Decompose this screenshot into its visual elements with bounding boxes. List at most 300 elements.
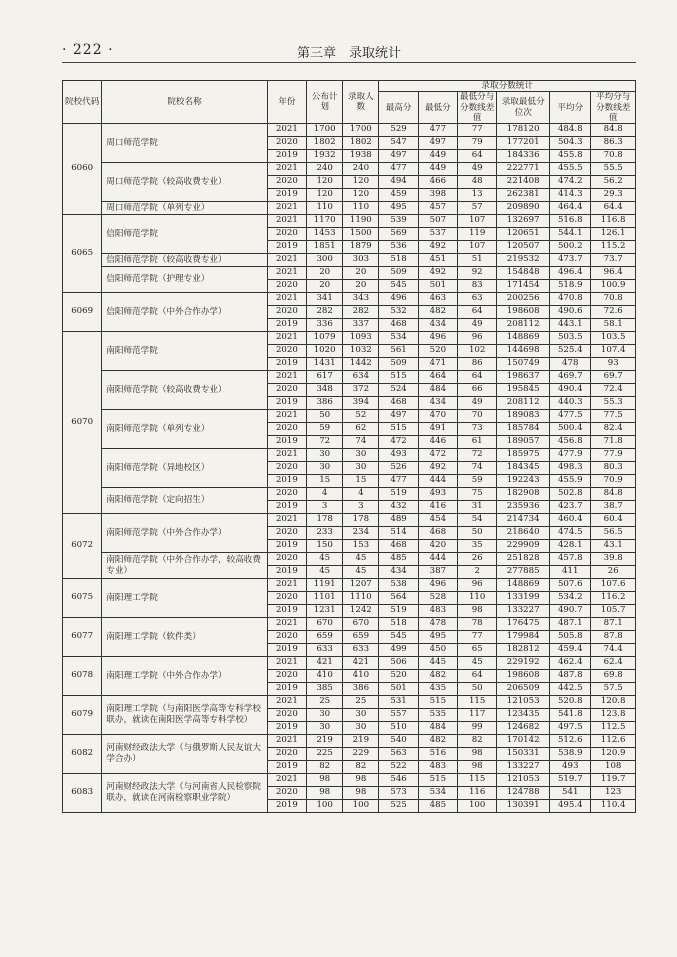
- cell-avg: 443.1: [550, 319, 591, 332]
- cell-max: 496: [379, 293, 418, 306]
- cell-plan: 30: [307, 449, 343, 462]
- cell-avg-diff: 93: [591, 358, 636, 371]
- cell-min-rank: 189057: [497, 436, 550, 449]
- cell-avg: 519.7: [550, 774, 591, 787]
- cell-avg-diff: 120.8: [591, 696, 636, 709]
- cell-enrolled: 178: [343, 514, 379, 527]
- cell-college-code: 6079: [63, 696, 102, 735]
- cell-enrolled: 1242: [343, 605, 379, 618]
- cell-year: 2019: [267, 761, 306, 774]
- cell-enrolled: 52: [343, 410, 379, 423]
- cell-plan: 45: [307, 553, 343, 566]
- table-row: [63, 735, 636, 748]
- cell-year: 2020: [267, 137, 306, 150]
- cell-enrolled: 386: [343, 683, 379, 696]
- cell-min-diff: 77: [458, 631, 497, 644]
- cell-enrolled: 30: [343, 709, 379, 722]
- cell-min: 496: [418, 332, 457, 345]
- cell-plan: 385: [307, 683, 343, 696]
- cell-college-code: 6077: [63, 618, 102, 657]
- cell-plan: 300: [307, 254, 343, 267]
- cell-min-diff: 98: [458, 761, 497, 774]
- cell-plan: 100: [307, 800, 343, 813]
- cell-college-name: 南阳师范学院（较高收费专业）: [102, 371, 267, 410]
- cell-min-rank: 184336: [497, 150, 550, 163]
- cell-min-rank: 123435: [497, 709, 550, 722]
- cell-enrolled: 3: [343, 501, 379, 514]
- cell-avg-diff: 26: [591, 566, 636, 579]
- cell-min-rank: 177201: [497, 137, 550, 150]
- col-header-avg-diff: 平均分与分数线差值: [591, 92, 636, 124]
- cell-min-rank: 121053: [497, 696, 550, 709]
- cell-min-diff: 50: [458, 527, 497, 540]
- cell-min: 492: [418, 241, 457, 254]
- cell-min-diff: 98: [458, 605, 497, 618]
- cell-min: 444: [418, 553, 457, 566]
- cell-min-rank: 120651: [497, 228, 550, 241]
- cell-max: 540: [379, 735, 418, 748]
- col-header-min-diff: 最低分与分数线差值: [458, 92, 497, 124]
- cell-avg-diff: 84.8: [591, 488, 636, 501]
- cell-avg: 455.5: [550, 163, 591, 176]
- cell-year: 2020: [267, 462, 306, 475]
- cell-min-diff: 61: [458, 436, 497, 449]
- table-row: [63, 579, 636, 592]
- cell-min-diff: 98: [458, 748, 497, 761]
- cell-avg: 459.4: [550, 644, 591, 657]
- cell-min: 507: [418, 215, 457, 228]
- cell-min-diff: 110: [458, 592, 497, 605]
- cell-max: 531: [379, 696, 418, 709]
- cell-avg-diff: 86.3: [591, 137, 636, 150]
- cell-min-diff: 119: [458, 228, 497, 241]
- cell-max: 485: [379, 553, 418, 566]
- cell-max: 468: [379, 319, 418, 332]
- cell-plan: 1851: [307, 241, 343, 254]
- cell-plan: 1101: [307, 592, 343, 605]
- cell-year: 2021: [267, 514, 306, 527]
- cell-enrolled: 229: [343, 748, 379, 761]
- cell-min-diff: 26: [458, 553, 497, 566]
- cell-min-rank: 150749: [497, 358, 550, 371]
- cell-plan: 336: [307, 319, 343, 332]
- cell-plan: 30: [307, 462, 343, 475]
- cell-enrolled: 98: [343, 787, 379, 800]
- cell-avg-diff: 38.7: [591, 501, 636, 514]
- cell-avg-diff: 119.7: [591, 774, 636, 787]
- cell-plan: 150: [307, 540, 343, 553]
- cell-enrolled: 410: [343, 670, 379, 683]
- cell-avg-diff: 80.3: [591, 462, 636, 475]
- cell-min-rank: 219532: [497, 254, 550, 267]
- cell-min-diff: 107: [458, 215, 497, 228]
- cell-min-rank: 182812: [497, 644, 550, 657]
- cell-max: 518: [379, 618, 418, 631]
- cell-avg: 464.4: [550, 202, 591, 215]
- cell-enrolled: 82: [343, 761, 379, 774]
- cell-year: 2021: [267, 267, 306, 280]
- cell-min-diff: 48: [458, 176, 497, 189]
- cell-min-diff: 49: [458, 163, 497, 176]
- cell-year: 2020: [267, 748, 306, 761]
- cell-plan: 1231: [307, 605, 343, 618]
- cell-avg-diff: 62.4: [591, 657, 636, 670]
- cell-avg: 490.4: [550, 384, 591, 397]
- cell-year: 2019: [267, 644, 306, 657]
- cell-min-rank: 120507: [497, 241, 550, 254]
- cell-avg: 456.8: [550, 436, 591, 449]
- table-row: [63, 293, 636, 306]
- cell-year: 2021: [267, 657, 306, 670]
- cell-max: 472: [379, 436, 418, 449]
- cell-min-diff: 78: [458, 618, 497, 631]
- cell-min-diff: 64: [458, 150, 497, 163]
- cell-enrolled: 219: [343, 735, 379, 748]
- cell-max: 525: [379, 800, 418, 813]
- cell-min: 484: [418, 384, 457, 397]
- cell-avg-diff: 72.6: [591, 306, 636, 319]
- cell-min: 483: [418, 761, 457, 774]
- cell-min: 463: [418, 293, 457, 306]
- cell-min: 535: [418, 709, 457, 722]
- cell-min: 445: [418, 657, 457, 670]
- cell-max: 538: [379, 579, 418, 592]
- cell-min-rank: 198608: [497, 306, 550, 319]
- cell-min-rank: 208112: [497, 319, 550, 332]
- cell-enrolled: 45: [343, 566, 379, 579]
- cell-enrolled: 15: [343, 475, 379, 488]
- cell-plan: 617: [307, 371, 343, 384]
- cell-min: 398: [418, 189, 457, 202]
- cell-college-name: 河南财经政法大学（与俄罗斯人民友谊大学合办）: [102, 735, 267, 774]
- cell-avg: 411: [550, 566, 591, 579]
- cell-avg: 487.1: [550, 618, 591, 631]
- cell-min-rank: 192243: [497, 475, 550, 488]
- cell-avg: 478: [550, 358, 591, 371]
- cell-avg-diff: 126.1: [591, 228, 636, 241]
- cell-enrolled: 1938: [343, 150, 379, 163]
- cell-avg-diff: 60.4: [591, 514, 636, 527]
- cell-plan: 72: [307, 436, 343, 449]
- cell-min-rank: 121053: [497, 774, 550, 787]
- cell-min-rank: 198608: [497, 670, 550, 683]
- cell-enrolled: 1207: [343, 579, 379, 592]
- cell-avg-diff: 87.8: [591, 631, 636, 644]
- cell-min-diff: 65: [458, 644, 497, 657]
- cell-avg: 487.8: [550, 670, 591, 683]
- cell-max: 497: [379, 150, 418, 163]
- cell-year: 2019: [267, 605, 306, 618]
- cell-year: 2020: [267, 384, 306, 397]
- cell-year: 2021: [267, 254, 306, 267]
- cell-avg-diff: 77.5: [591, 410, 636, 423]
- col-header-min: 最低分: [418, 92, 457, 124]
- cell-college-code: 6082: [63, 735, 102, 774]
- cell-avg-diff: 55.5: [591, 163, 636, 176]
- cell-min-rank: 176475: [497, 618, 550, 631]
- cell-max: 545: [379, 631, 418, 644]
- cell-min-diff: 2: [458, 566, 497, 579]
- cell-avg-diff: 69.8: [591, 670, 636, 683]
- cell-max: 506: [379, 657, 418, 670]
- cell-enrolled: 4: [343, 488, 379, 501]
- cell-plan: 20: [307, 267, 343, 280]
- cell-max: 526: [379, 462, 418, 475]
- cell-enrolled: 25: [343, 696, 379, 709]
- cell-min-rank: 195845: [497, 384, 550, 397]
- page-header: [62, 40, 636, 63]
- cell-min-diff: 75: [458, 488, 497, 501]
- cell-college-name: 南阳理工学院（软件类）: [102, 618, 267, 657]
- cell-max: 499: [379, 644, 418, 657]
- cell-min-rank: 148869: [497, 579, 550, 592]
- cell-min-diff: 115: [458, 774, 497, 787]
- cell-min: 534: [418, 787, 457, 800]
- col-header-name: 院校名称: [102, 81, 267, 124]
- cell-max: 477: [379, 475, 418, 488]
- cell-avg: 469.7: [550, 371, 591, 384]
- cell-min: 497: [418, 137, 457, 150]
- cell-enrolled: 120: [343, 189, 379, 202]
- cell-min-rank: 189083: [497, 410, 550, 423]
- cell-min: 492: [418, 267, 457, 280]
- cell-plan: 1453: [307, 228, 343, 241]
- cell-min-rank: 184345: [497, 462, 550, 475]
- cell-avg-diff: 107.4: [591, 345, 636, 358]
- cell-avg: 442.5: [550, 683, 591, 696]
- table-row: [63, 410, 636, 423]
- cell-enrolled: 1110: [343, 592, 379, 605]
- cell-enrolled: 1032: [343, 345, 379, 358]
- cell-max: 515: [379, 371, 418, 384]
- cell-enrolled: 30: [343, 462, 379, 475]
- cell-college-name: 南阳师范学院（中外合作办学，较高收费专业）: [102, 553, 267, 579]
- cell-avg: 493: [550, 761, 591, 774]
- cell-year: 2021: [267, 124, 306, 137]
- cell-min: 449: [418, 163, 457, 176]
- cell-enrolled: 98: [343, 774, 379, 787]
- cell-plan: 659: [307, 631, 343, 644]
- cell-avg: 484.8: [550, 124, 591, 137]
- cell-min: 491: [418, 423, 457, 436]
- cell-year: 2020: [267, 176, 306, 189]
- cell-min: 434: [418, 397, 457, 410]
- cell-min-diff: 107: [458, 241, 497, 254]
- cell-plan: 219: [307, 735, 343, 748]
- cell-avg: 455.9: [550, 475, 591, 488]
- cell-enrolled: 337: [343, 319, 379, 332]
- cell-plan: 59: [307, 423, 343, 436]
- cell-avg: 504.3: [550, 137, 591, 150]
- cell-college-name: 南阳理工学院（与南阳医学高等专科学校联办，就读在南阳医学高等专科学校）: [102, 696, 267, 735]
- cell-plan: 178: [307, 514, 343, 527]
- table-row: [63, 696, 636, 709]
- cell-avg: 460.4: [550, 514, 591, 527]
- cell-year: 2021: [267, 618, 306, 631]
- cell-max: 510: [379, 722, 418, 735]
- cell-min: 457: [418, 202, 457, 215]
- cell-enrolled: 659: [343, 631, 379, 644]
- cell-min-diff: 50: [458, 683, 497, 696]
- cell-min-diff: 72: [458, 449, 497, 462]
- cell-year: 2019: [267, 397, 306, 410]
- cell-avg-diff: 84.8: [591, 124, 636, 137]
- cell-year: 2021: [267, 774, 306, 787]
- cell-avg: 440.3: [550, 397, 591, 410]
- cell-year: 2020: [267, 488, 306, 501]
- cell-min-rank: 124788: [497, 787, 550, 800]
- cell-college-name: 南阳师范学院（中外合作办学）: [102, 514, 267, 553]
- cell-max: 477: [379, 163, 418, 176]
- cell-avg: 516.8: [550, 215, 591, 228]
- cell-min-rank: 130391: [497, 800, 550, 813]
- cell-min: 482: [418, 670, 457, 683]
- cell-min-rank: 150331: [497, 748, 550, 761]
- cell-avg: 477.9: [550, 449, 591, 462]
- cell-year: 2020: [267, 527, 306, 540]
- cell-avg-diff: 107.6: [591, 579, 636, 592]
- cell-avg: 474.5: [550, 527, 591, 540]
- cell-min-diff: 57: [458, 202, 497, 215]
- cell-max: 509: [379, 358, 418, 371]
- cell-college-name: 信阳师范学院（较高收费专业）: [102, 254, 267, 267]
- cell-min: 501: [418, 280, 457, 293]
- cell-college-name: 信阳师范学院（中外合作办学）: [102, 293, 267, 332]
- cell-min-rank: 229909: [497, 540, 550, 553]
- cell-min-diff: 100: [458, 800, 497, 813]
- cell-avg: 462.4: [550, 657, 591, 670]
- cell-plan: 30: [307, 722, 343, 735]
- cell-enrolled: 421: [343, 657, 379, 670]
- cell-plan: 3: [307, 501, 343, 514]
- cell-min-rank: 198637: [497, 371, 550, 384]
- cell-min-rank: 185784: [497, 423, 550, 436]
- cell-min: 495: [418, 631, 457, 644]
- cell-avg-diff: 71.8: [591, 436, 636, 449]
- table-row: [63, 514, 636, 527]
- cell-college-name: 南阳理工学院（中外合作办学）: [102, 657, 267, 696]
- cell-college-code: 6070: [63, 332, 102, 514]
- cell-year: 2020: [267, 631, 306, 644]
- cell-min-diff: 92: [458, 267, 497, 280]
- cell-college-name: 周口师范学院: [102, 124, 267, 163]
- cell-min: 444: [418, 475, 457, 488]
- cell-enrolled: 282: [343, 306, 379, 319]
- cell-year: 2021: [267, 696, 306, 709]
- cell-max: 494: [379, 176, 418, 189]
- col-header-enrolled: 录取人数: [343, 81, 379, 124]
- cell-avg: 544.1: [550, 228, 591, 241]
- cell-avg-diff: 64.4: [591, 202, 636, 215]
- cell-min-rank: 218640: [497, 527, 550, 540]
- cell-avg-diff: 39.8: [591, 553, 636, 566]
- cell-avg-diff: 70.8: [591, 293, 636, 306]
- cell-year: 2019: [267, 683, 306, 696]
- cell-avg: 414.3: [550, 189, 591, 202]
- cell-year: 2020: [267, 423, 306, 436]
- cell-year: 2021: [267, 293, 306, 306]
- cell-plan: 1802: [307, 137, 343, 150]
- cell-year: 2019: [267, 436, 306, 449]
- cell-plan: 110: [307, 202, 343, 215]
- cell-college-name: 南阳师范学院（单列专业）: [102, 410, 267, 449]
- cell-min: 464: [418, 371, 457, 384]
- cell-min-diff: 64: [458, 670, 497, 683]
- cell-avg-diff: 73.7: [591, 254, 636, 267]
- cell-college-name: 南阳理工学院: [102, 579, 267, 618]
- cell-min-rank: 171454: [497, 280, 550, 293]
- cell-college-name: 周口师范学院（较高收费专业）: [102, 163, 267, 202]
- table-row: [63, 267, 636, 280]
- cell-enrolled: 670: [343, 618, 379, 631]
- cell-enrolled: 110: [343, 202, 379, 215]
- cell-min: 446: [418, 436, 457, 449]
- cell-min: 482: [418, 735, 457, 748]
- cell-min-diff: 70: [458, 410, 497, 423]
- cell-min-rank: 133227: [497, 761, 550, 774]
- cell-avg: 455.8: [550, 150, 591, 163]
- cell-plan: 233: [307, 527, 343, 540]
- table-row: [63, 618, 636, 631]
- cell-plan: 670: [307, 618, 343, 631]
- cell-min-diff: 102: [458, 345, 497, 358]
- cell-enrolled: 100: [343, 800, 379, 813]
- col-header-year: 年份: [267, 81, 306, 124]
- cell-year: 2020: [267, 670, 306, 683]
- cell-avg: 502.8: [550, 488, 591, 501]
- cell-max: 501: [379, 683, 418, 696]
- cell-avg: 512.6: [550, 735, 591, 748]
- col-header-max: 最高分: [379, 92, 418, 124]
- cell-avg-diff: 123: [591, 787, 636, 800]
- chapter-title: 第三章 录取统计: [296, 46, 401, 61]
- cell-year: 2020: [267, 345, 306, 358]
- cell-year: 2019: [267, 501, 306, 514]
- cell-avg: 495.4: [550, 800, 591, 813]
- cell-avg: 541: [550, 787, 591, 800]
- cell-min: 416: [418, 501, 457, 514]
- cell-college-code: 6078: [63, 657, 102, 696]
- cell-avg-diff: 74.4: [591, 644, 636, 657]
- cell-max: 536: [379, 241, 418, 254]
- cell-avg: 423.7: [550, 501, 591, 514]
- cell-min-rank: 209890: [497, 202, 550, 215]
- col-header-group: 录取分数统计: [379, 81, 636, 92]
- cell-avg-diff: 70.9: [591, 475, 636, 488]
- table-row: [63, 215, 636, 228]
- cell-year: 2021: [267, 735, 306, 748]
- cell-min: 496: [418, 579, 457, 592]
- cell-min: 484: [418, 722, 457, 735]
- cell-avg: 497.5: [550, 722, 591, 735]
- cell-min: 528: [418, 592, 457, 605]
- cell-plan: 15: [307, 475, 343, 488]
- cell-plan: 4: [307, 488, 343, 501]
- cell-min-diff: 79: [458, 137, 497, 150]
- cell-min: 435: [418, 683, 457, 696]
- page-number: · 222 ·: [62, 42, 114, 58]
- cell-enrolled: 372: [343, 384, 379, 397]
- cell-enrolled: 240: [343, 163, 379, 176]
- cell-avg-diff: 56.5: [591, 527, 636, 540]
- cell-avg: 490.6: [550, 306, 591, 319]
- cell-avg-diff: 57.5: [591, 683, 636, 696]
- cell-avg-diff: 43.1: [591, 540, 636, 553]
- cell-avg-diff: 116.8: [591, 215, 636, 228]
- cell-plan: 1431: [307, 358, 343, 371]
- cell-max: 539: [379, 215, 418, 228]
- cell-year: 2020: [267, 787, 306, 800]
